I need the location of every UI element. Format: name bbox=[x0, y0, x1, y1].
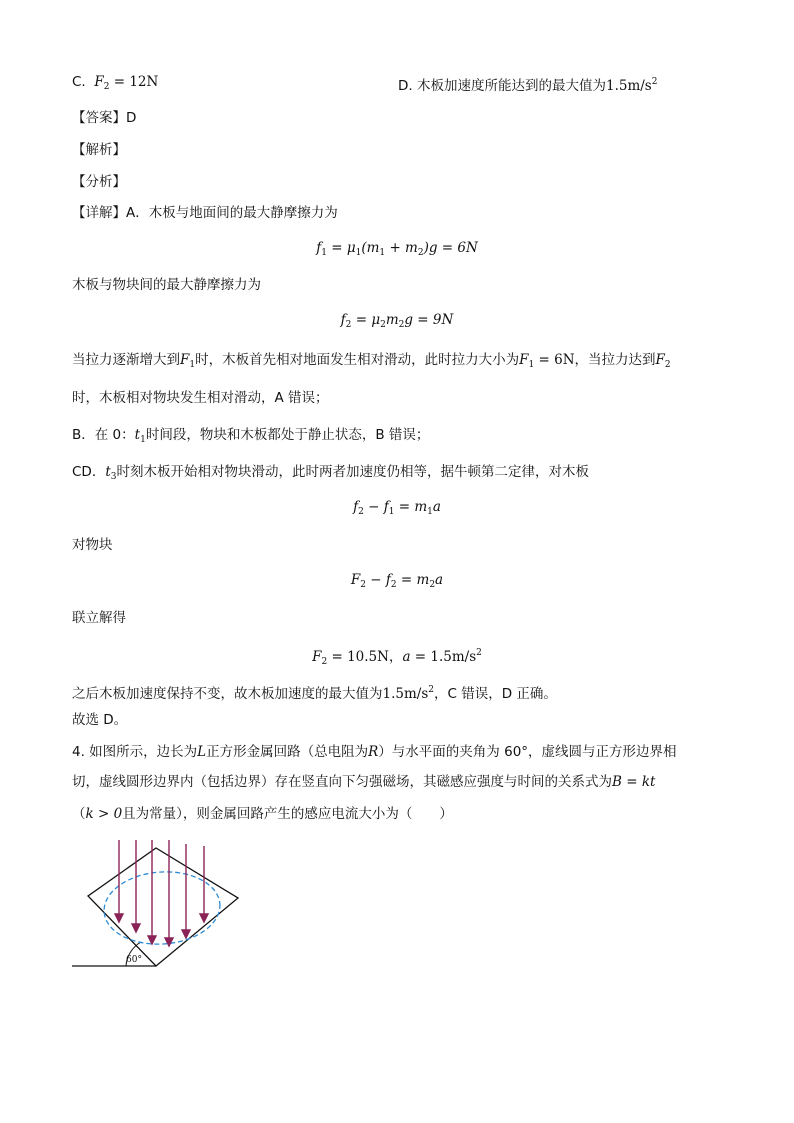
detail-line: 【详解】A．木板与地面间的最大静摩擦力为 bbox=[72, 205, 338, 221]
equation-5: $F_2 = 10.5N$，$a = 1.5m/s^2$ bbox=[312, 648, 482, 667]
fenxi-tag: 【分析】 bbox=[72, 174, 126, 190]
question-4-line-3: （k > 0且为常量），则金属回路产生的感应电流大小为（ ） bbox=[72, 806, 453, 822]
angle-label: 60° bbox=[126, 955, 142, 965]
equation-2: $f_2 = \mu_2m_2g = 9N$ bbox=[340, 312, 454, 330]
paragraph-line-6: CD．$t_3$时刻木板开始相对物块滑动，此时两者加速度仍相等，据牛顿第二定律，对木板 bbox=[72, 464, 589, 482]
paragraph-line-7: 对物块 bbox=[72, 537, 113, 553]
paragraph-line-3: 当拉力逐渐增大到$F_1$时，木板首先相对地面发生相对滑动，此时拉力大小为$F_1 = 6N$，当拉力达到$F_2$ bbox=[72, 352, 671, 370]
answer-line bbox=[72, 108, 136, 128]
paragraph-line-8: 联立解得 bbox=[72, 610, 126, 626]
paragraph-line-9: 之后木板加速度保持不变，故木板加速度的最大值为$1.5m/s^2$，C 错误，D 正确。 bbox=[72, 685, 557, 702]
answer-tag: 【答案】 bbox=[72, 110, 126, 126]
analysis-tag: 【解析】 bbox=[72, 142, 126, 158]
paragraph-line-5: B．在 0：$t_1$时间段，物块和木板都处于静止状态，B 错误； bbox=[72, 427, 430, 445]
figure-svg bbox=[70, 838, 250, 970]
question-4-figure bbox=[70, 838, 250, 970]
option-d: D. 木板加速度所能达到的最大值为$1.5m/s^2$ bbox=[398, 77, 658, 94]
equation-1: $f_1 = \mu_1(m_1 + m_2)g = 6N$ bbox=[316, 240, 478, 258]
text-board-block: 木板与物块间的最大静摩擦力为 bbox=[72, 277, 261, 293]
question-4-line-1: 4. 如图所示，边长为L正方形金属回路（总电阻为R）与水平面的夹角为 60°，虚线圆与正方形边界相 bbox=[72, 744, 677, 760]
option-c-symbol: F bbox=[94, 74, 104, 90]
detail-tag: 【详解】 bbox=[72, 205, 126, 221]
paragraph-line-10: 故选 D。 bbox=[72, 712, 128, 728]
answer-value: D bbox=[126, 110, 137, 126]
paragraph-line-4: 时，木板相对物块发生相对滑动，A 错误； bbox=[72, 390, 329, 406]
magnetic-field-arrows bbox=[115, 840, 208, 946]
equation-4: $F_2 - f_2 = m_2a$ bbox=[350, 572, 444, 590]
question-4-line-2: 切，虚线圆形边界内（包括边界）存在竖直向下匀强磁场，其磁感应强度与时间的关系式为B = kt bbox=[72, 774, 656, 790]
option-c: C. $F_2 = 12N$ bbox=[72, 74, 159, 92]
equation-3: $f_2 - f_1 = m_1a$ bbox=[353, 499, 441, 517]
square-loop bbox=[88, 848, 238, 966]
